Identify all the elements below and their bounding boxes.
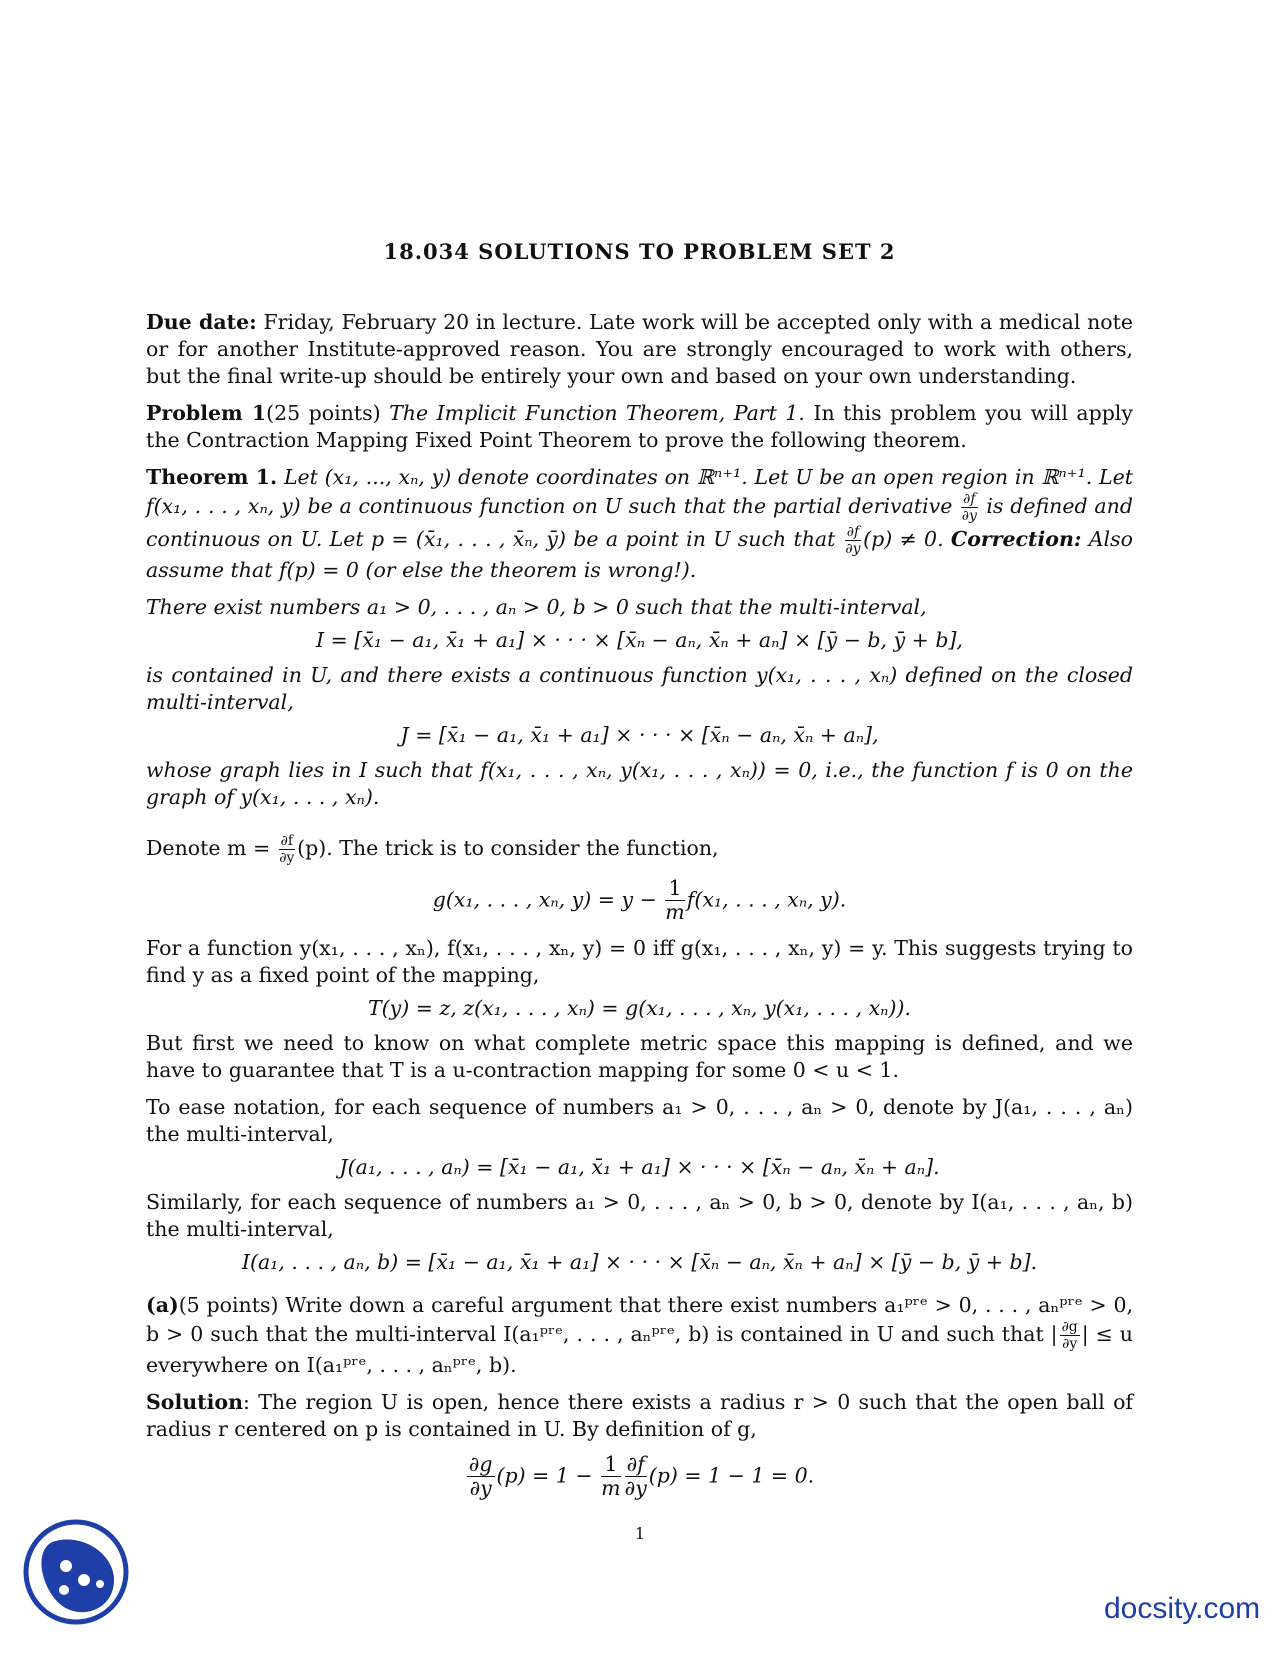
solution-paragraph bbox=[146, 1389, 1133, 1443]
to-ease-paragraph: To ease notation, for each sequence of numbers a₁ > 0, . . . , aₙ > 0, denote by J(a₁, . . . , aₙ) the multi-interval, bbox=[146, 1094, 1133, 1146]
docsity-watermark: docsity.com bbox=[1104, 1592, 1261, 1625]
one-over-m-fraction: $\frac{1}{m}$ bbox=[601, 1451, 621, 1501]
partial-g-partial-y-fraction: $\frac{\partial g}{\partial y}$ bbox=[1061, 1318, 1078, 1352]
equation-dg-dy bbox=[146, 1453, 1133, 1501]
problem-points: (25 points) bbox=[266, 401, 381, 425]
theorem-graph: whose graph lies in I such that f(x₁, . . . , xₙ, y(x₁, . . . , xₙ)) = 0, i.e., the function f is 0 on the graph of y(x₁, . . . , xₙ). bbox=[146, 758, 1133, 810]
denote-after: (p). The trick is to consider the function, bbox=[297, 836, 719, 861]
problem-1-paragraph bbox=[146, 400, 1133, 454]
due-date-text: Friday, February 20 in lecture. Late work will be accepted only with a medical note or for another Institute-approved reason. You are strongly encouraged to work with others, but the final write-up should be entirely your own and based on your own understanding. bbox=[146, 310, 1133, 388]
docsity-logo-icon bbox=[22, 1518, 130, 1626]
equation-g bbox=[146, 877, 1133, 925]
document-page bbox=[146, 238, 1133, 1511]
solution-text: : The region U is open, hence there exists a radius r > 0 such that the open ball of radius r centered on p is contained in U. By definition of g, bbox=[146, 1389, 1133, 1441]
denote-before: Denote m = bbox=[146, 836, 271, 861]
theorem-paragraph bbox=[146, 464, 1133, 584]
problem-label: Problem 1 bbox=[146, 401, 267, 425]
equation-I: I = [x̄₁ − a₁, x̄₁ + a₁] × · · · × [x̄ₙ − aₙ, x̄ₙ + aₙ] × [ȳ − b, ȳ + b], bbox=[315, 628, 964, 653]
page-number: 1 bbox=[634, 1524, 646, 1543]
theorem-contained: is contained in U, and there exists a continuous function y(x₁, . . . , xₙ) defined on the closed multi-interval, bbox=[146, 663, 1133, 715]
correction-text: Also assume that f(p) = 0 (or else the theorem is wrong!). bbox=[146, 527, 1133, 583]
equation-g-right: f(x₁, . . . , xₙ, y). bbox=[686, 887, 847, 912]
theorem-label: Theorem 1. bbox=[146, 465, 278, 489]
solution-label: Solution bbox=[146, 1389, 244, 1414]
equation-g-left: g(x₁, . . . , xₙ, y) = y − bbox=[432, 887, 657, 912]
part-a-label: (a) bbox=[146, 1292, 179, 1317]
for-function-paragraph: For a function y(x₁, . . . , xₙ), f(x₁, . . . , xₙ, y) = 0 iff g(x₁, . . . , xₙ, y) = y. This suggests trying to find y as a fixed point of the mapping, bbox=[146, 935, 1133, 987]
correction-label: Correction: bbox=[950, 527, 1082, 552]
equation-dg-left: (p) = 1 − bbox=[496, 1463, 593, 1488]
denote-paragraph bbox=[146, 833, 1133, 866]
problem-name: The Implicit Function Theorem, Part 1. bbox=[389, 401, 805, 425]
partial-f-partial-y-fraction: $\frac{\partial f}{\partial y}$ bbox=[845, 524, 861, 558]
partial-f-partial-y-fraction: $\frac{\partial f}{\partial y}$ bbox=[961, 491, 977, 525]
page-title: 18.034 SOLUTIONS TO PROBLEM SET 2 bbox=[383, 239, 896, 264]
part-a-text1: (5 points) Write down a careful argument that there exist numbers a₁ᵖʳᵉ > 0, . . . , aₙᵖʳᵉ > 0, b > 0 such that the multi-interval I(a₁ᵖʳᵉ, . . . , aₙᵖʳᵉ, b) is contained in U and such that | bbox=[146, 1292, 1133, 1346]
one-over-m-fraction: $\frac{1}{m}$ bbox=[665, 875, 685, 925]
due-date-paragraph bbox=[146, 309, 1133, 390]
equation-dg-right: (p) = 1 − 1 = 0. bbox=[648, 1463, 815, 1488]
similarly-paragraph: Similarly, for each sequence of numbers a₁ > 0, . . . , aₙ > 0, b > 0, denote by I(a₁, . . . , aₙ, b) the multi-interval, bbox=[146, 1189, 1133, 1241]
part-a-text2: | ≤ u everywhere on I(a₁ᵖʳᵉ, . . . , aₙᵖʳᵉ, b). bbox=[146, 1321, 1133, 1377]
equation-T: T(y) = z, z(x₁, . . . , xₙ) = g(x₁, . . . , xₙ, y(x₁, . . . , xₙ)). bbox=[368, 995, 911, 1020]
theorem-exist: There exist numbers a₁ > 0, . . . , aₙ > 0, b > 0 such that the multi-interval, bbox=[146, 595, 927, 620]
equation-I-a: I(a₁, . . . , aₙ, b) = [x̄₁ − a₁, x̄₁ + a₁] × · · · × [x̄ₙ − aₙ, x̄ₙ + aₙ] × [ȳ − b, ȳ + b]. bbox=[241, 1249, 1038, 1274]
partial-f-partial-y-fraction: $\frac{\partial f}{\partial y}$ bbox=[624, 1451, 647, 1501]
theorem-line1: Let (x₁, ..., xₙ, y) denote coordinates on ℝⁿ⁺¹. Let U be an open region in ℝⁿ⁺¹. Let f(x₁, . . . , xₙ, y) be a continuous function on U such that the partial derivative bbox=[146, 465, 1133, 519]
partial-f-partial-y-fraction: $\frac{\partial f}{\partial y}$ bbox=[279, 833, 295, 867]
part-a-paragraph bbox=[146, 1292, 1133, 1379]
theorem-line1-after2: (p) ≠ 0. bbox=[863, 527, 944, 552]
equation-J: J = [x̄₁ − a₁, x̄₁ + a₁] × · · · × [x̄ₙ − aₙ, x̄ₙ + aₙ], bbox=[400, 723, 879, 748]
but-first-paragraph: But first we need to know on what complete metric space this mapping is defined, and we have to guarantee that T is a u-contraction mapping for some 0 < u < 1. bbox=[146, 1030, 1133, 1082]
equation-J-a: J(a₁, . . . , aₙ) = [x̄₁ − a₁, x̄₁ + a₁] × · · · × [x̄ₙ − aₙ, x̄ₙ + aₙ]. bbox=[339, 1154, 940, 1179]
problem-text: In this problem you will apply the Contraction Mapping Fixed Point Theorem to prove the following theorem. bbox=[146, 401, 1133, 452]
due-date-label: Due date: bbox=[146, 310, 257, 334]
theorem-line1-after: is defined and continuous on U. Let p = (x̄₁, . . . , x̄ₙ, ȳ) be a point in U such that bbox=[146, 494, 1133, 552]
partial-g-partial-y-fraction: $\frac{\partial g}{\partial y}$ bbox=[468, 1451, 493, 1501]
